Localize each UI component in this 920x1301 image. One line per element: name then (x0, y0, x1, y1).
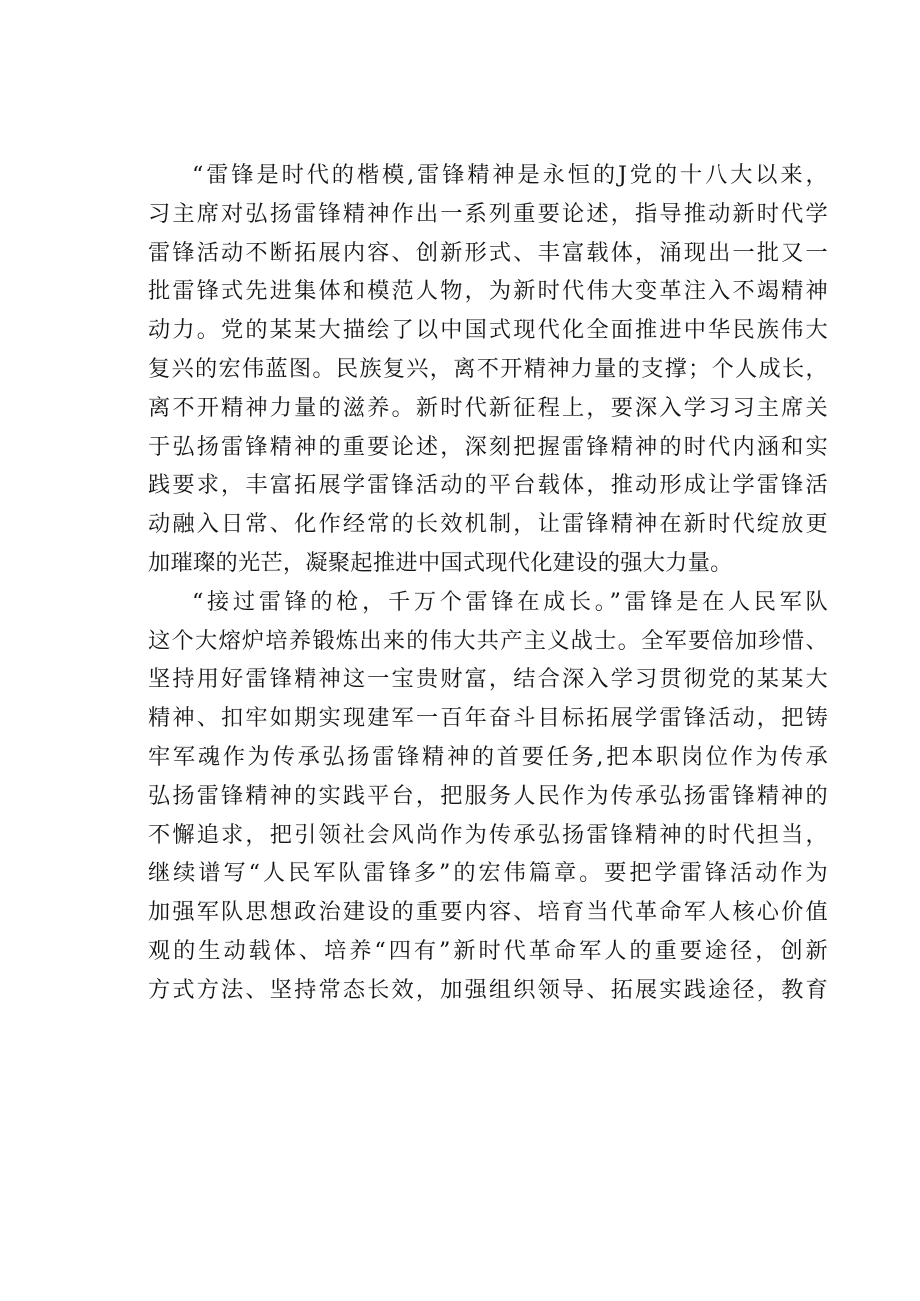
paragraph-line: 动力。党的某某大描绘了以中国式现代化全面推进中华民族伟大 (148, 317, 828, 344)
paragraph-line: 坚持用好雷锋精神这一宝贵财富，结合深入学习贯彻党的某某大 (148, 666, 828, 693)
paragraph-line: 继续谱写“人民军队雷锋多”的宏伟篇章。要把学雷锋活动作为 (148, 860, 828, 887)
paragraph-line: 方式方法、坚持常态长效，加强组织领导、拓展实践途径，教育 (148, 976, 828, 1003)
document-body (148, 156, 828, 1010)
paragraph-line: 习主席对弘扬雷锋精神作出一系列重要论述，指导推动新时代学 (148, 200, 828, 227)
paragraph-line: 践要求，丰富拓展学雷锋活动的平台载体，推动形成让学雷锋活 (148, 472, 828, 499)
paragraph-line: 精神、扣牢如期实现建军一百年奋斗目标拓展学雷锋活动，把铸 (148, 705, 828, 732)
paragraph-line: 牢军魂作为传承弘扬雷锋精神的首要任务,把本职岗位作为传承 (148, 743, 828, 770)
paragraph-line: 加璀璨的光芒，凝聚起推进中国式现代化建设的强大力量。 (148, 549, 733, 576)
paragraph-line: 于弘扬雷锋精神的重要论述，深刻把握雷锋精神的时代内涵和实 (148, 433, 828, 460)
paragraph-2 (148, 583, 828, 1010)
paragraph-line: 批雷锋式先进集体和模范人物，为新时代伟大变革注入不竭精神 (148, 278, 828, 305)
paragraph-line: 观的生动载体、培养“四有”新时代革命军人的重要途径，创新 (148, 937, 828, 964)
paragraph-line: 这个大熔炉培养锻炼出来的伟大共产主义战士。全军要倍加珍惜、 (148, 627, 828, 654)
paragraph-1 (148, 156, 828, 583)
paragraph-line: 弘扬雷锋精神的实践平台，把服务人民作为传承弘扬雷锋精神的 (148, 782, 828, 809)
paragraph-line: 离不开精神力量的滋养。新时代新征程上，要深入学习习主席关 (148, 394, 828, 421)
paragraph-line: 加强军队思想政治建设的重要内容、培育当代革命军人核心价值 (148, 899, 828, 926)
paragraph-line: “接过雷锋的枪，千万个雷锋在成长。”雷锋是在人民军队 (192, 588, 828, 615)
paragraph-line: “雷锋是时代的楷模,雷锋精神是永恒的J党的十八大以来， (192, 162, 828, 188)
paragraph-line: 动融入日常、化作经常的长效机制，让雷锋精神在新时代绽放更 (148, 511, 828, 538)
paragraph-line: 雷锋活动不断拓展内容、创新形式、丰富载体，涌现出一批又一 (148, 239, 828, 266)
paragraph-line: 不懈追求，把引领社会风尚作为传承弘扬雷锋精神的时代担当， (148, 821, 828, 848)
paragraph-line: 复兴的宏伟蓝图。民族复兴，离不开精神力量的支撑；个人成长， (148, 355, 828, 382)
